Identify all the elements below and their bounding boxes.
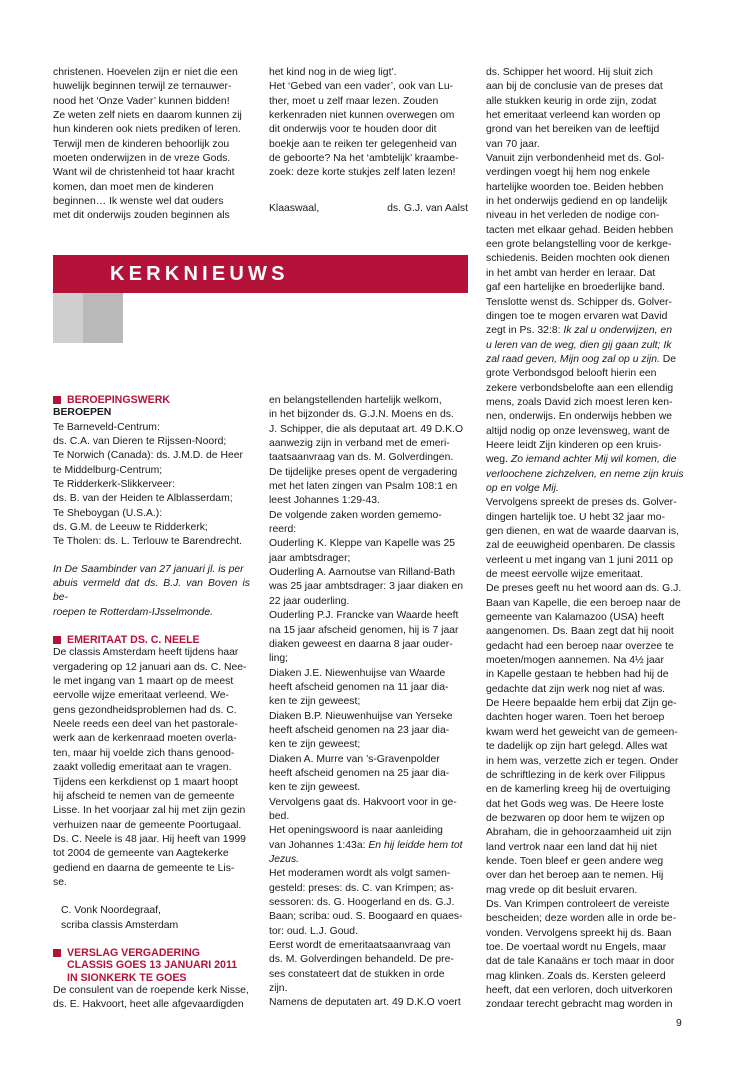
- text-line: kerkenraden niet kunnen overwegen om: [269, 110, 455, 122]
- text-line: Ouderling P.J. Francke van Waarde heeft: [269, 610, 459, 622]
- text-line: aan bij de conclusie van de preses dat: [486, 81, 663, 93]
- emeritaat-signature: [53, 904, 250, 933]
- scripture-quote: Ik zal u onderwijzen, en: [563, 325, 672, 337]
- text-line: Te Norwich (Canada): ds. J.M.D. de Heer: [53, 450, 243, 462]
- text-line: Terwijl men de kinderen behoorlijk zou: [53, 138, 230, 150]
- text-line: ds. B. van der Heiden te Alblasserdam;: [53, 493, 233, 505]
- text-line: De volgende zaken worden gememo-: [269, 509, 442, 521]
- text-line: ten, maar hij voelde zich thans genood-: [53, 747, 235, 759]
- text-line: dachten hoger waren. Toen het beroep: [486, 712, 665, 724]
- subheading-beroepen: BEROEPEN: [53, 407, 112, 419]
- text-line: kende. Toen bleef er geen andere weg: [486, 855, 664, 867]
- text-line: toe. De voertaal wordt nu Engels, maar: [486, 941, 667, 953]
- text-line: christenen. Hoevelen zijn er niet die een: [53, 67, 238, 78]
- text-line: werk aan de kerkenraad moeten overla-: [53, 733, 237, 745]
- text-line: niveau in het verleden de nodige con-: [486, 210, 660, 222]
- scripture-quote: verloochene zichzelven, en neme zijn kruis: [486, 468, 684, 480]
- text-line: van 70 jaar.: [486, 138, 540, 150]
- text-line: zekere verbondsbelofte aan een ellendig: [486, 382, 674, 394]
- kerknieuws-col2: [269, 394, 468, 1011]
- text-line: dingen toe te mogen ervaren wat David: [486, 310, 668, 322]
- text-line: het emeritaat verleend kan worden op: [486, 110, 661, 122]
- text-line: heeft afscheid genomen na 11 jaar dia-: [269, 681, 449, 693]
- page-number: 9: [676, 1018, 682, 1029]
- text-line: 22 jaar ouderling.: [269, 595, 350, 607]
- text-line: roepen te Rotterdam-IJsselmonde.: [53, 606, 213, 618]
- text-line: tacten met elkaar gehad. Beiden hebben: [486, 224, 674, 236]
- text-line: jaar ambtsdrager;: [269, 552, 351, 564]
- text-line: mens, zoals David zich moest leren ken-: [486, 396, 673, 408]
- text-line: De tijdelijke preses opent de vergadering: [269, 466, 458, 478]
- text-line: ken te zijn geweest.: [269, 782, 361, 794]
- text-line: Te Barneveld-Centrum:: [53, 421, 160, 433]
- text-line: dat het Gods weg was. De Heere loste: [486, 798, 664, 810]
- heading-bullet-icon: [53, 396, 61, 404]
- text-line: reerd:: [269, 524, 297, 536]
- text-line: gedacht had een beroep naar overzee te: [486, 640, 674, 652]
- text-line: gesteld: preses: ds. C. van Krimpen; as-: [269, 882, 454, 894]
- scripture-quote: zal raad geven, Mijn oog zal op u zijn.: [486, 353, 660, 365]
- emeritaat-body: [53, 646, 250, 890]
- section-banner-title: KERKNIEUWS: [110, 263, 289, 285]
- text-line: een grote belangstelling voor de kerkge-: [486, 239, 672, 251]
- text-line: ses constateert dat de stukken in orde: [269, 968, 445, 980]
- text-line: gemeente van Kalamazoo (USA) heeft: [486, 612, 664, 624]
- text-line: ds. Schipper het woord. Hij sluit zich: [486, 67, 653, 78]
- text-line: In De Saambinder van 27 januari jl. is per: [53, 563, 244, 575]
- text-line: zal de eeuwigheid openbaren. De classis: [486, 540, 675, 552]
- text-line: te dadelijk op zijn hart gelegd. Alles wat: [486, 741, 668, 753]
- scripture-quote: Zo iemand achter Mij wil komen, die: [510, 454, 677, 466]
- text-line: boekje aan te reiken ter gelegenheid van: [269, 138, 457, 150]
- text-line: over dan het beroep aan te nemen. Hij: [486, 870, 664, 882]
- kerknieuws-col1: [53, 394, 250, 1013]
- text-line: nen, onderwijs. En onderwijs hebben we: [486, 411, 672, 423]
- text-line: taatsaanvraag van ds. M. Golverdingen.: [269, 452, 454, 464]
- text-line: eervolle wijze emeritaat verleend. We-: [53, 690, 229, 702]
- text-line: De classis Amsterdam heeft tijdens haar: [53, 647, 239, 659]
- text-line: beginnen… Ik wenste wel dat ouders: [53, 196, 224, 208]
- text-line: Het moderamen wordt als volgt samen-: [269, 868, 451, 880]
- text-line: hun kinderen ook niets prediken of leren.: [53, 124, 241, 136]
- text-line: De Heere bepaalde hem erbij dat Zijn ge-: [486, 698, 677, 710]
- text-line: ken te zijn geweest;: [269, 739, 361, 751]
- text-line: sessoren: ds. G. Hoogerland en ds. G.J.: [269, 897, 455, 909]
- article-signoff: [269, 202, 468, 216]
- text-line: zijn.: [269, 983, 288, 995]
- text-line: Ds. C. Neele is 48 jaar. Hij heeft van 1999: [53, 833, 246, 845]
- text-line: grond van het bereiken van de leeftijd: [486, 124, 660, 136]
- text-line: J. Schipper, die als deputaat art. 49 D.K.O: [269, 423, 464, 435]
- text-line: zondaar terecht gebracht mag worden in: [486, 999, 673, 1011]
- text-line: hij afscheid te nemen van de gemeente: [53, 790, 235, 802]
- text-line: gedachte dat zijn werk nog niet af was.: [486, 683, 666, 695]
- scripture-quote: Jezus.: [269, 854, 300, 865]
- section-heading-beroepingswerk: BEROEPINGSWERK: [53, 394, 250, 406]
- text-line: en de kamerling kreeg hij de overtuiging: [486, 784, 671, 796]
- text-line: bed.: [269, 810, 290, 822]
- correction-note: [53, 563, 250, 620]
- text-line: Ds. Van Krimpen controleert de vereiste: [486, 898, 670, 910]
- text-line: verdingen voegt hij hem nog enkele: [486, 167, 651, 179]
- text-line: alle stukken keurig in orde zijn, zodat: [486, 95, 657, 107]
- text-line: aangenomen. Ds. Baan zegt dat hij nooit: [486, 626, 674, 638]
- text-line: leest Johannes 1:29-43.: [269, 495, 380, 507]
- heading-bullet-icon: [53, 636, 61, 644]
- text-line: dingen hartelijk toe. U hebt 32 jaar mo-: [486, 511, 666, 523]
- text-line: land vertrok naar een land dat hij niet: [486, 841, 657, 853]
- section-heading-emeritaat: EMERITAAT DS. C. NEELE: [53, 634, 250, 646]
- text-line: grote Verbondsgod belooft hierin een: [486, 368, 657, 380]
- text-line: Eerst wordt de emeritaatsaanvraag van: [269, 940, 451, 952]
- text-line: mag klinken. Zoals ds. Kersten geleerd: [486, 970, 666, 982]
- text-line: nood het ‘Onze Vader’ kunnen bidden!: [53, 95, 230, 107]
- text-line: Ouderling A. Aarnoutse van Rilland-Bath: [269, 567, 455, 579]
- text-line: zegt in Ps. 32:8: Ik zal u onderwijzen, en: [486, 325, 672, 337]
- scripture-quote: u leren van de weg, dien gij gaan zult; Ik: [486, 339, 672, 351]
- signoff-place: Klaaswaal,: [269, 202, 320, 214]
- text-line: Vanuit zijn verbondenheid met ds. Gol-: [486, 153, 665, 165]
- text-line: Te Sheboygan (U.S.A.):: [53, 507, 163, 519]
- text-line: Want wil de christenheid tot haar kracht: [53, 167, 235, 179]
- text-line: se.: [53, 876, 67, 888]
- text-line: en belangstellenden hartelijk welkom,: [269, 395, 442, 406]
- text-line: moeten/mogen aannemen. Na 4½ jaar: [486, 655, 664, 667]
- text-line: Diaken A. Murre van ’s-Gravenpolder: [269, 753, 440, 765]
- text-line: de geboorte? Na het ‘ambtelijk’ kraambe-: [269, 153, 459, 165]
- text-line: Ze weten zelf niets en daarom kunnen zij: [53, 110, 242, 122]
- text-line: ds. E. Hakvoort, heet alle afgevaardigden: [53, 999, 244, 1011]
- text-line: de schriftlezing in de kerk over Filippus: [486, 769, 666, 781]
- text-line: bescheiden; deze worden alle in orde be-: [486, 913, 677, 925]
- text-line: moeten onderwijzen in de vreze Gods.: [53, 153, 231, 165]
- col1-top-text: [53, 66, 250, 224]
- text-line: aanwezig zijn in verband met de emeri-: [269, 438, 450, 450]
- text-line: abuis vermeld dat ds. B.J. van Boven is be-: [53, 578, 250, 604]
- text-line: Namens de deputaten art. 49 D.K.O voert: [269, 997, 461, 1009]
- signature-role: scriba classis Amsterdam: [61, 919, 179, 931]
- text-line: Baan; scriba: oud. S. Boogaard en quaes-: [269, 911, 463, 923]
- kerknieuws-col3: [486, 66, 686, 1013]
- text-line: verleent u met ingang van 1 juni 2011 op: [486, 554, 673, 566]
- text-line: weg. Zo iemand achter Mij wil komen, die: [486, 454, 677, 466]
- scripture-quote: op en volge Mij.: [486, 482, 559, 494]
- text-line: Het ‘Gebed van een vader’, ook van Lu-: [269, 81, 454, 93]
- text-line: in het onderwijs gediend en op landelijk: [486, 196, 668, 208]
- text-line: de bezwaren op door hem te wijzen op: [486, 812, 665, 824]
- signoff-author: ds. G.J. van Aalst: [387, 202, 468, 214]
- text-line: in het bijzonder ds. G.J.N. Moens en ds.: [269, 409, 454, 421]
- text-line: verhuizen naar de gemeente Poortugaal.: [53, 819, 242, 831]
- heading-bullet-icon: [53, 949, 61, 957]
- text-line: ds. G.M. de Leeuw te Ridderkerk;: [53, 522, 208, 534]
- text-line: kwam werd het geweicht van de gemeen-: [486, 726, 678, 738]
- text-line: ds. M. Golverdingen behandeld. De pre-: [269, 954, 454, 966]
- text-line: heeft afscheid genomen na 23 jaar dia-: [269, 724, 450, 736]
- text-line: le met ingang van 1 maart op de meest: [53, 676, 234, 688]
- text-line: De consulent van de roepende kerk Nisse,: [53, 984, 249, 996]
- text-line: Lisse. In het voorjaar zal hij met zijn gezin: [53, 805, 246, 817]
- text-line: van Johannes 1:43a: En hij leidde hem tot: [269, 839, 463, 851]
- article-continuation-col1: [53, 66, 250, 224]
- text-line: was 25 jaar ambtsdrager: 3 jaar diaken en: [269, 581, 464, 593]
- text-line: Heere leidt Zijn kinderen op een kruis-: [486, 439, 662, 451]
- text-line: de meest eervolle wijze emeritaat.: [486, 569, 644, 581]
- text-line: na 15 jaar afscheid genomen, hij is 7 jaar: [269, 624, 459, 636]
- text-line: altijd nodig op onze levensweg, want de: [486, 425, 670, 437]
- text-line: in hem was, verzette zich er tegen. Onder: [486, 755, 679, 767]
- section-heading-verslag: VERSLAG VERGADERING CLASSIS GOES 13 JANUARI 2011 IN SIONKERK TE GOES: [53, 947, 250, 984]
- text-line: gen dienen, en wat de waarde daarvan is,: [486, 526, 679, 537]
- text-line: in Kapelle gestaan te hebben had hij de: [486, 669, 669, 681]
- text-line: heeft, dat een verloren, doch uitverkoren: [486, 985, 673, 996]
- text-line: Vervolgens spreekt de preses ds. Golver-: [486, 497, 677, 509]
- text-line: Baan van Kapelle, die een beroep naar de: [486, 597, 681, 609]
- signature-name: C. Vonk Noordegraaf,: [61, 905, 161, 917]
- text-line: Diaken J.E. Niewenhuijse van Waarde: [269, 667, 446, 679]
- text-line: zal raad geven, Mijn oog zal op u zijn. De: [486, 353, 677, 365]
- text-line: diaken geweest en daarna 8 jaar ouder-: [269, 638, 453, 650]
- text-line: komen, dan moet men de kinderen: [53, 181, 214, 193]
- text-line: gaf een hartelijke en broederlijke band.: [486, 282, 666, 294]
- text-line: Neele reeds een deel van het pastorale-: [53, 719, 238, 731]
- article-continuation-col2: [269, 66, 468, 216]
- text-line: zaakt volledig emeritaat aan te vragen.: [53, 762, 232, 774]
- text-line: Tijdens een kerkdienst op 1 maart hoopt: [53, 776, 239, 788]
- scripture-quote: En hij leidde hem tot: [368, 839, 463, 851]
- text-line: Ouderling K. Kleppe van Kapelle was 25: [269, 538, 455, 550]
- text-line: ling;: [269, 653, 289, 665]
- text-line: Tenslotte wenst ds. Schipper ds. Golver-: [486, 296, 672, 308]
- text-line: vonden. Vervolgens spreekt hij ds. Baan: [486, 927, 672, 939]
- text-line: dat de tale Kanaäns er toch maar in door: [486, 956, 675, 968]
- text-line: het kind nog in de wieg ligt’.: [269, 67, 397, 78]
- text-line: huwelijk beginnen terwijl ze ternauwer-: [53, 81, 232, 93]
- text-line: ds. C.A. van Dieren te Rijssen-Noord;: [53, 435, 227, 447]
- text-line: te Middelburg-Centrum;: [53, 464, 163, 476]
- text-line: heeft afscheid genomen na 25 jaar dia-: [269, 767, 450, 779]
- text-line: Te Ridderkerk-Slikkerveer:: [53, 479, 175, 491]
- text-line: met het laten zingen van Psalm 108:1 en: [269, 481, 458, 493]
- text-line: vergadering op 12 januari aan ds. C. Nee-: [53, 661, 247, 673]
- text-line: De preses geeft nu het woord aan ds. G.J.: [486, 583, 682, 595]
- text-line: tot 2004 de gemeente van Aagtekerke: [53, 848, 229, 860]
- text-line: mag vrede op dit besluit ervaren.: [486, 884, 638, 896]
- text-line: schiedenis. Beiden mochten ook dienen: [486, 253, 670, 265]
- text-line: in het ambt van herder en leraar. Dat: [486, 267, 656, 279]
- text-line: zoek: deze korte stukjes zelf laten lezen!: [269, 167, 456, 179]
- text-line: ther, moet u zelf maar lezen. Zouden: [269, 95, 439, 107]
- text-line: ken te zijn geweest;: [269, 696, 361, 708]
- text-line: gens gezondheidsproblemen had ds. C.: [53, 704, 237, 716]
- text-line: Te Tholen: ds. L. Terlouw te Barendrecht.: [53, 536, 243, 548]
- text-line: hartelijke woorden toe. Beiden hebben: [486, 181, 664, 193]
- text-line: tor: oud. L.J. Goud.: [269, 925, 358, 937]
- banner-decoration-shade: [83, 293, 123, 343]
- text-line: dit onderwijs voor te houden door dit: [269, 124, 437, 136]
- text-line: Vervolgens gaat ds. Hakvoort voor in ge-: [269, 796, 457, 808]
- text-line: met dit onderwijs zouden beginnen als: [53, 210, 230, 222]
- text-line: Het openingswoord is naar aanleiding: [269, 825, 443, 837]
- text-line: Abraham, die in gehoorzaamheid uit zijn: [486, 827, 672, 839]
- text-line: Diaken B.P. Nieuwenhuijse van Yerseke: [269, 710, 453, 722]
- text-line: gediend en daarna de gemeente te Lis-: [53, 862, 235, 874]
